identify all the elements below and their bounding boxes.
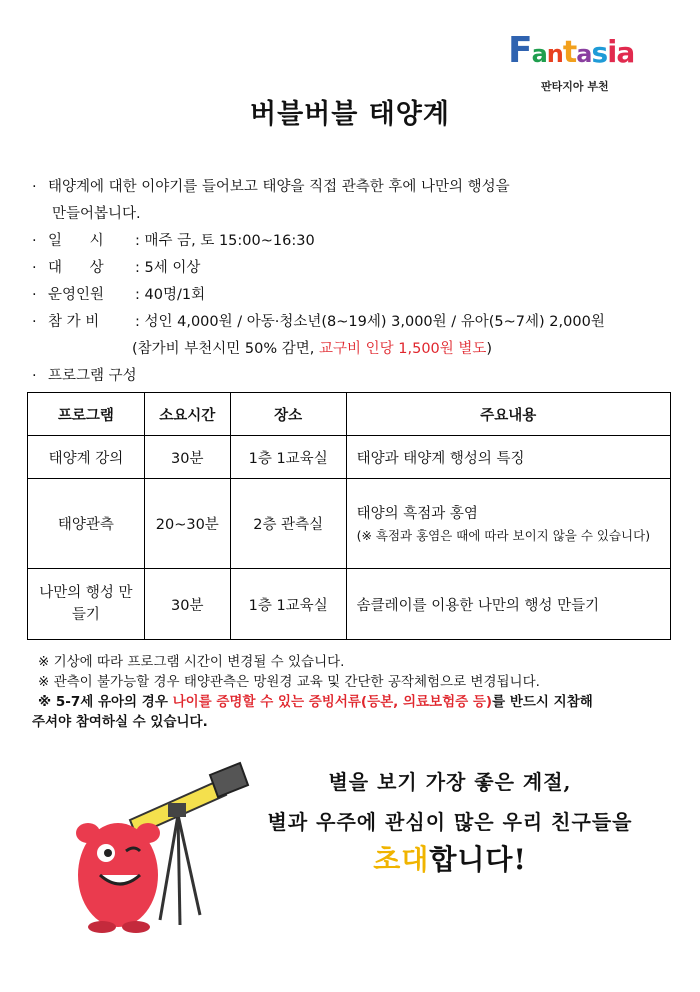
program-info	[32, 174, 672, 390]
logo-letter: s	[591, 36, 608, 69]
content-note: (※ 흑점과 홍염은 때에 따라 보이지 않을 수 있습니다)	[356, 527, 651, 543]
target-value: : 5세 이상	[135, 260, 201, 276]
table-header: 프로그램	[28, 393, 145, 436]
table-row	[28, 436, 671, 479]
intro-row-2	[32, 201, 672, 228]
program-label: 프로그램 구성	[48, 368, 137, 384]
content-cell: 태양과 태양계 행성의 특징	[346, 436, 670, 479]
fee-row	[32, 309, 672, 336]
logo-letter: n	[546, 40, 563, 68]
note-3-text-end: 를 반드시 지참해	[492, 694, 593, 710]
bullet: ·	[32, 179, 37, 195]
fee-value: : 성인 4,000원 / 아동·청소년(8~19세) 3,000원 / 유아(5~7세) 2,000원	[135, 314, 605, 330]
content-cell: 솜클레이를 이용한 나만의 행성 만들기	[346, 569, 670, 640]
logo-letter: a	[531, 40, 547, 68]
table-header-row	[28, 393, 671, 436]
logo-letter: F	[508, 30, 532, 71]
schedule-label: 일 시	[48, 233, 104, 249]
note-3-highlight: 나이를 증명할 수 있는 증빙서류(등본, 의료보험증 등)	[172, 694, 493, 710]
capacity-value: : 40명/1회	[135, 287, 206, 303]
note-2: ※ 관측이 불가능할 경우 태양관측은 망원경 교육 및 간단한 공작체험으로 변경됩니다.	[38, 674, 540, 690]
fee-note-row	[32, 336, 672, 363]
intro-line-1: 태양계에 대한 이야기를 들어보고 태양을 직접 관측한 후에 나만의 행성을	[48, 179, 510, 195]
bullet: ·	[32, 233, 37, 249]
time-cell: 30분	[144, 436, 230, 479]
schedule-row	[32, 228, 672, 255]
program-cell: 태양관측	[28, 479, 145, 569]
logo-wordmark	[508, 30, 634, 71]
fee-label: 참 가 비	[48, 314, 100, 330]
fee-note-end: )	[486, 341, 493, 357]
program-table	[27, 392, 671, 640]
schedule-value: : 매주 금, 토 15:00~16:30	[135, 233, 315, 249]
table-header: 장소	[230, 393, 346, 436]
fee-note-highlight: 교구비 인당 1,500원 별도	[319, 341, 487, 357]
logo-letter: i	[607, 35, 617, 70]
invite-line-3	[250, 838, 650, 878]
bullet: ·	[32, 260, 37, 276]
note-1: ※ 기상에 따라 프로그램 시간이 변경될 수 있습니다.	[38, 654, 345, 670]
intro-row	[32, 174, 672, 201]
place-cell: 1층 1교육실	[230, 436, 346, 479]
place-cell: 1층 1교육실	[230, 569, 346, 640]
mascot-icon	[76, 823, 160, 933]
note-3	[38, 692, 688, 712]
capacity-label: 운영인원	[48, 287, 105, 303]
table-row	[28, 479, 671, 569]
table-row	[28, 569, 671, 640]
fantasia-logo	[508, 30, 638, 100]
logo-letter: a	[576, 40, 592, 68]
capacity-row	[32, 282, 672, 309]
note-3-continued: 주셔야 참여하실 수 있습니다.	[32, 714, 208, 730]
fee-note-text: (참가비 부천시민 50% 감면,	[132, 341, 319, 357]
place-cell: 2층 관측실	[230, 479, 346, 569]
bullet: ·	[32, 368, 37, 384]
mascot-telescope-illustration	[60, 755, 260, 935]
program-cell: 나만의 행성 만들기	[28, 569, 145, 640]
content-text: 태양의 흑점과 홍염	[356, 505, 478, 522]
time-cell: 30분	[144, 569, 230, 640]
program-label-row	[32, 363, 672, 390]
target-row	[32, 255, 672, 282]
note-3-text: ※ 5-7세 유아의 경우	[38, 694, 173, 710]
program-cell: 태양계 강의	[28, 436, 145, 479]
bullet: ·	[32, 314, 37, 330]
time-cell: 20~30분	[144, 479, 230, 569]
invite-line-2: 별과 우주에 관심이 많은 우리 친구들을	[267, 810, 633, 834]
logo-subtitle: 판타지아 부천	[541, 80, 609, 93]
invite-highlight: 초대	[373, 843, 430, 876]
table-header: 소요시간	[144, 393, 230, 436]
content-cell	[346, 479, 670, 569]
logo-letter: t	[562, 35, 577, 70]
table-header: 주요내용	[346, 393, 670, 436]
tripod-icon	[160, 815, 200, 925]
logo-letter: a	[616, 36, 635, 69]
invite-text: 합니다!	[429, 843, 527, 876]
notes	[32, 652, 688, 732]
intro-line-2: 만들어봅니다.	[52, 206, 141, 222]
target-label: 대 상	[48, 260, 104, 276]
page-title: 버블버블 태양계	[250, 99, 450, 130]
invite-line-1: 별을 보기 가장 좋은 계절,	[328, 770, 572, 794]
fee-note	[132, 336, 492, 363]
bullet: ·	[32, 287, 37, 303]
